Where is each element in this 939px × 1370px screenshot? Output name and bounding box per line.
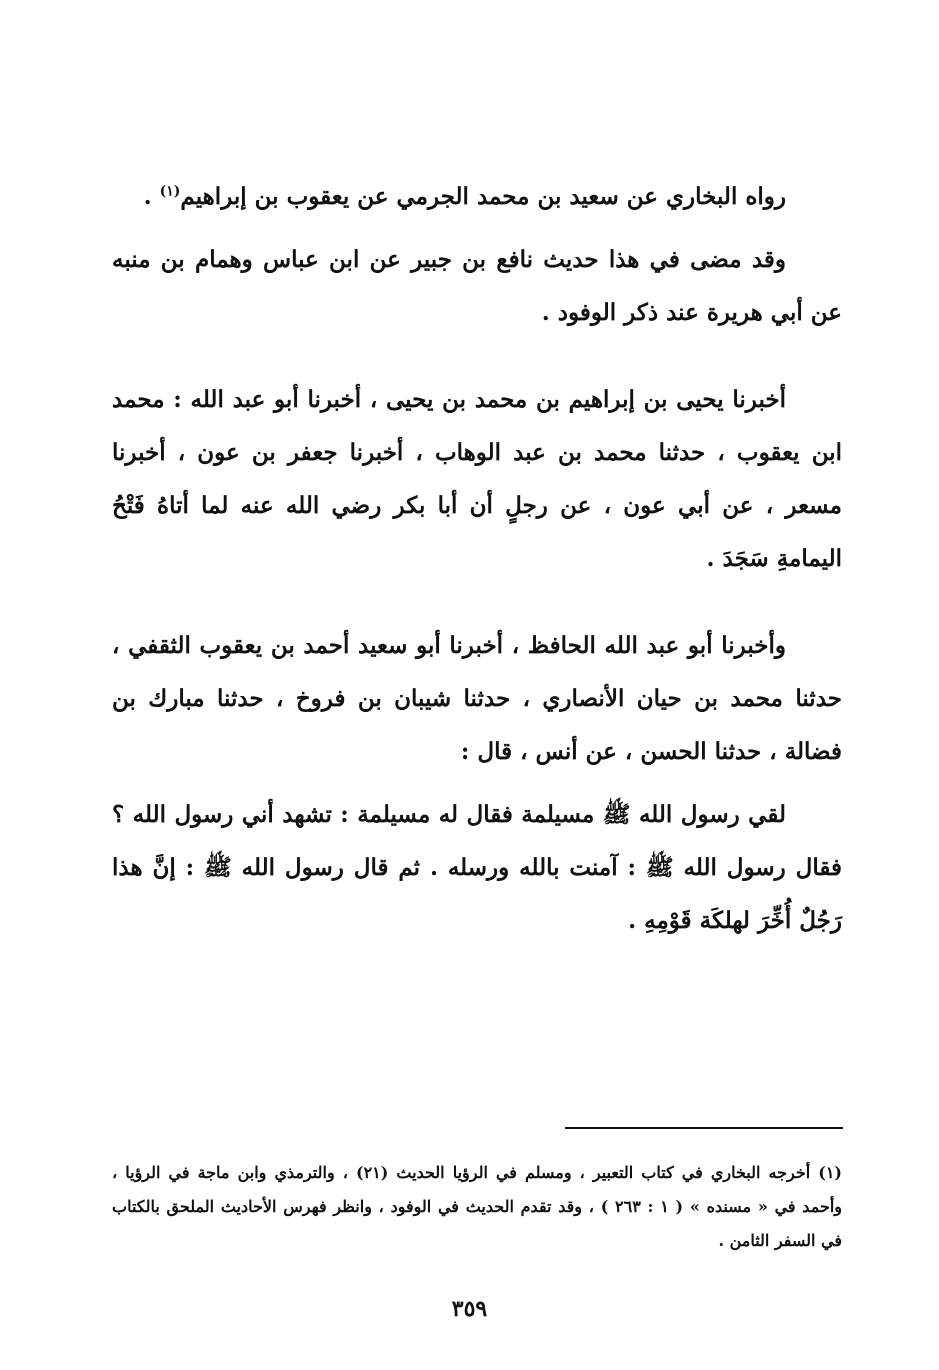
paragraph-4: وأخبرنا أبو عبد الله الحافظ ، أخبرنا أبو سعيد أحمد بن يعقوب الثقفي ، حدثنا محمد بن حيان الأنصاري ، حدثنا شيبان بن فروخ ، حدثنا مبارك بن فضالة ، حدثنا الحسن ، عن أنس ، قال : <box>112 632 842 765</box>
footnote-1 <box>112 1156 842 1258</box>
paragraph-5: لقي رسول الله ﷺ مسيلمة فقال له مسيلمة : تشهد أني رسول الله ؟ فقال رسول الله ﷺ : آمنت بالله ورسله . ثم قال رسول الله ﷺ : إنَّ هذا رَجُلٌ أُخِّرَ لهلكَة قَوْمِهِ . <box>112 801 842 934</box>
paragraph-1 <box>112 170 842 223</box>
footnote-number: (١) <box>818 1163 842 1182</box>
paragraph-3: أخبرنا يحيى بن إبراهيم بن محمد بن يحيى ، أخبرنا أبو عبد الله : محمد ابن يعقوب ، حدثنا محمد بن عبد الوهاب ، أخبرنا جعفر بن عون ، أخبرنا مسعر ، عن أبي عون ، عن رجلٍ أن أبا بكر رضي الله عنه لما أتاهُ فَتْحُ اليمامةِ سَجَدَ . <box>112 386 842 572</box>
paragraph-1-text: رواه البخاري عن سعيد بن محمد الجرمي عن يعقوب بن إبراهيم <box>180 183 786 210</box>
footnote-separator <box>565 1127 843 1129</box>
footnotes <box>112 1156 842 1258</box>
footnote-text: أخرجه البخاري في كتاب التعبير ، ومسلم في الرؤيا الحديث (٢١) ، والترمذي وابن ماجة في الرؤيا ، وأحمد في « مسنده » ( ١ : ٢٦٣ ) ، وقد تقدم الحديث في الوفود ، وانظر فهرس الأحاديث الملحق بالكتاب في السفر الثامن . <box>112 1163 843 1250</box>
paragraph-1-tail: . <box>143 183 160 210</box>
paragraph-2: وقد مضى في هذا حديث نافع بن جبير عن ابن عباس وهمام بن منبه عن أبي هريرة عند ذكر الوفود . <box>112 246 842 326</box>
page-number: ٣٥٩ <box>451 1296 488 1322</box>
main-text <box>112 170 842 947</box>
footnote-reference[interactable]: (١) <box>159 183 181 200</box>
